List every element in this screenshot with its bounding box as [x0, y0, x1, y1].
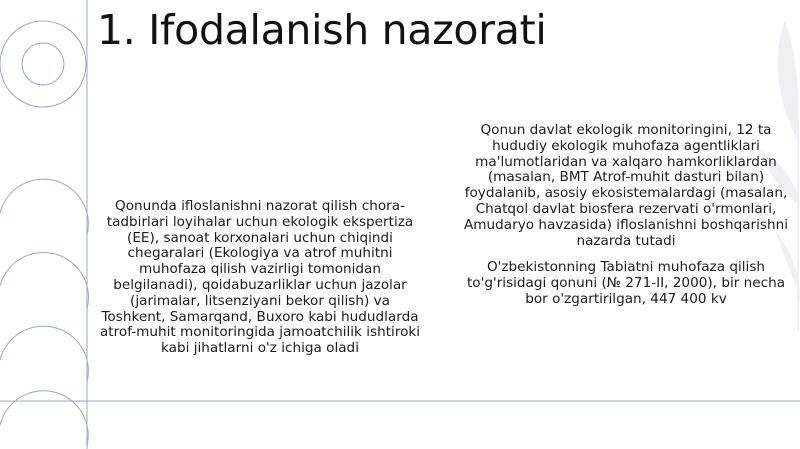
right-paragraph-1: Qonun davlat ekologik monitoringini, 12 ta hududiy ekologik muhofaza agentliklari ma'lumotlaridan va xalqaro hamkorliklardan (masalan, BMT Atrof-muhit dasturi bilan) foydalanib, asosiy ekosistemalardagi (masalan, Chatqol davlat biosfera rezervati o'rmonlari, Amudaryo havzasida) ifloslanishni boshqarishni nazarda tutadi [464, 122, 788, 249]
left-paragraph: Qonunda ifloslanishni nazorat qilish chora-tadbirlari loyihalar uchun ekologik ekspertiza (EE), sanoat korxonalari uchun chiqindi chegaralari (Ekologiya va atrof muhitni muhofaza qilish vazirligi tomonidan belgilanadi), qoidabuzarliklar uchun jazolar (jarimalar, litsenziyani bekor qilish) va Toshkent, Samarqand, Buxoro kabi hududlarda atrof-muhit monitoringida jamoatchilik ishtiroki kabi jihatlarni o'z ichiga oladi [99, 198, 421, 357]
arc-outline [0, 179, 88, 235]
arc-outline [0, 391, 88, 446]
slide-title: 1. Ifodalanish nazorati [97, 6, 547, 54]
circle-outline-large [0, 21, 86, 107]
arc-outline [0, 326, 88, 382]
right-paragraph-2: O'zbekistonning Tabiatni muhofaza qilish to'g'risidagi qonuni (№ 271-II, 2000), bir necha bor o'zgartirilgan, 447 400 kv [466, 259, 786, 307]
circle-outline-small [22, 43, 64, 85]
arc-outline [0, 253, 88, 309]
